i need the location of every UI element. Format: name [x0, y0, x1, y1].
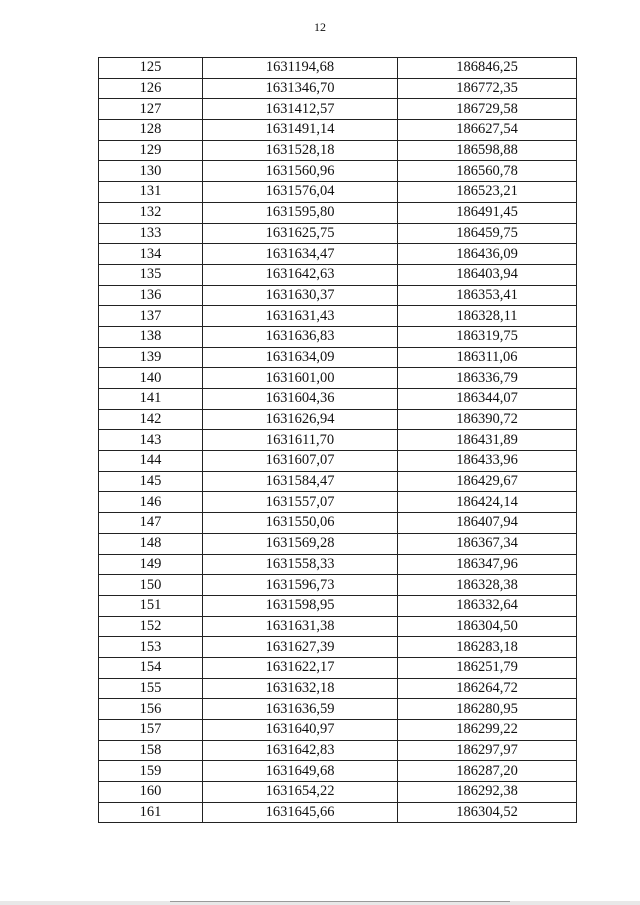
y-coordinate-cell: 186627,54 — [398, 120, 577, 141]
point-number-cell: 156 — [99, 699, 203, 720]
table-row — [99, 223, 577, 244]
x-coordinate-cell: 1631631,43 — [203, 306, 398, 327]
table-row — [99, 802, 577, 823]
x-coordinate-cell: 1631584,47 — [203, 471, 398, 492]
point-number-cell: 129 — [99, 140, 203, 161]
y-coordinate-cell: 186297,97 — [398, 740, 577, 761]
point-number-cell: 150 — [99, 575, 203, 596]
table-row — [99, 285, 577, 306]
y-coordinate-cell: 186283,18 — [398, 637, 577, 658]
y-coordinate-cell: 186459,75 — [398, 223, 577, 244]
point-number-cell: 138 — [99, 326, 203, 347]
y-coordinate-cell: 186560,78 — [398, 161, 577, 182]
point-number-cell: 132 — [99, 202, 203, 223]
x-coordinate-cell: 1631642,63 — [203, 264, 398, 285]
point-number-cell: 155 — [99, 678, 203, 699]
y-coordinate-cell: 186729,58 — [398, 99, 577, 120]
point-number-cell: 160 — [99, 782, 203, 803]
x-coordinate-cell: 1631595,80 — [203, 202, 398, 223]
point-number-cell: 144 — [99, 451, 203, 472]
x-coordinate-cell: 1631611,70 — [203, 430, 398, 451]
y-coordinate-cell: 186436,09 — [398, 244, 577, 265]
point-number-cell: 135 — [99, 264, 203, 285]
y-coordinate-cell: 186304,50 — [398, 616, 577, 637]
x-coordinate-cell: 1631346,70 — [203, 78, 398, 99]
table-row — [99, 347, 577, 368]
x-coordinate-cell: 1631642,83 — [203, 740, 398, 761]
scan-bottom-edge — [0, 901, 640, 905]
point-number-cell: 157 — [99, 720, 203, 741]
y-coordinate-cell: 186336,79 — [398, 368, 577, 389]
y-coordinate-cell: 186251,79 — [398, 657, 577, 678]
point-number-cell: 154 — [99, 657, 203, 678]
point-number-cell: 139 — [99, 347, 203, 368]
y-coordinate-cell: 186328,38 — [398, 575, 577, 596]
point-number-cell: 142 — [99, 409, 203, 430]
x-coordinate-cell: 1631649,68 — [203, 761, 398, 782]
x-coordinate-cell: 1631491,14 — [203, 120, 398, 141]
point-number-cell: 153 — [99, 637, 203, 658]
table-row — [99, 678, 577, 699]
table-row — [99, 326, 577, 347]
y-coordinate-cell: 186311,06 — [398, 347, 577, 368]
x-coordinate-cell: 1631604,36 — [203, 389, 398, 410]
x-coordinate-cell: 1631631,38 — [203, 616, 398, 637]
point-number-cell: 137 — [99, 306, 203, 327]
y-coordinate-cell: 186264,72 — [398, 678, 577, 699]
table-row — [99, 306, 577, 327]
x-coordinate-cell: 1631654,22 — [203, 782, 398, 803]
coordinates-table-body — [99, 58, 577, 823]
x-coordinate-cell: 1631569,28 — [203, 533, 398, 554]
point-number-cell: 145 — [99, 471, 203, 492]
table-row — [99, 554, 577, 575]
point-number-cell: 136 — [99, 285, 203, 306]
y-coordinate-cell: 186353,41 — [398, 285, 577, 306]
point-number-cell: 128 — [99, 120, 203, 141]
table-row — [99, 782, 577, 803]
point-number-cell: 140 — [99, 368, 203, 389]
table-row — [99, 78, 577, 99]
point-number-cell: 131 — [99, 182, 203, 203]
table-row — [99, 471, 577, 492]
table-row — [99, 389, 577, 410]
y-coordinate-cell: 186429,67 — [398, 471, 577, 492]
table-row — [99, 575, 577, 596]
point-number-cell: 149 — [99, 554, 203, 575]
x-coordinate-cell: 1631627,39 — [203, 637, 398, 658]
point-number-cell: 148 — [99, 533, 203, 554]
point-number-cell: 141 — [99, 389, 203, 410]
x-coordinate-cell: 1631560,96 — [203, 161, 398, 182]
x-coordinate-cell: 1631528,18 — [203, 140, 398, 161]
point-number-cell: 130 — [99, 161, 203, 182]
point-number-cell: 152 — [99, 616, 203, 637]
x-coordinate-cell: 1631194,68 — [203, 58, 398, 79]
x-coordinate-cell: 1631598,95 — [203, 595, 398, 616]
point-number-cell: 133 — [99, 223, 203, 244]
y-coordinate-cell: 186772,35 — [398, 78, 577, 99]
point-number-cell: 151 — [99, 595, 203, 616]
table-row — [99, 430, 577, 451]
x-coordinate-cell: 1631558,33 — [203, 554, 398, 575]
x-coordinate-cell: 1631412,57 — [203, 99, 398, 120]
table-row — [99, 368, 577, 389]
x-coordinate-cell: 1631550,06 — [203, 513, 398, 534]
point-number-cell: 159 — [99, 761, 203, 782]
table-row — [99, 264, 577, 285]
point-number-cell: 126 — [99, 78, 203, 99]
y-coordinate-cell: 186523,21 — [398, 182, 577, 203]
table-row — [99, 451, 577, 472]
y-coordinate-cell: 186287,20 — [398, 761, 577, 782]
page-number: 12 — [314, 20, 326, 34]
x-coordinate-cell: 1631576,04 — [203, 182, 398, 203]
x-coordinate-cell: 1631626,94 — [203, 409, 398, 430]
y-coordinate-cell: 186431,89 — [398, 430, 577, 451]
table-row — [99, 99, 577, 120]
y-coordinate-cell: 186292,38 — [398, 782, 577, 803]
table-row — [99, 58, 577, 79]
y-coordinate-cell: 186390,72 — [398, 409, 577, 430]
x-coordinate-cell: 1631622,17 — [203, 657, 398, 678]
point-number-cell: 147 — [99, 513, 203, 534]
y-coordinate-cell: 186367,34 — [398, 533, 577, 554]
x-coordinate-cell: 1631640,97 — [203, 720, 398, 741]
table-row — [99, 720, 577, 741]
y-coordinate-cell: 186403,94 — [398, 264, 577, 285]
table-row — [99, 657, 577, 678]
table-row — [99, 182, 577, 203]
x-coordinate-cell: 1631634,09 — [203, 347, 398, 368]
point-number-cell: 158 — [99, 740, 203, 761]
table-row — [99, 202, 577, 223]
x-coordinate-cell: 1631601,00 — [203, 368, 398, 389]
y-coordinate-cell: 186280,95 — [398, 699, 577, 720]
y-coordinate-cell: 186424,14 — [398, 492, 577, 513]
x-coordinate-cell: 1631645,66 — [203, 802, 398, 823]
point-number-cell: 146 — [99, 492, 203, 513]
table-row — [99, 120, 577, 141]
point-number-cell: 143 — [99, 430, 203, 451]
y-coordinate-cell: 186299,22 — [398, 720, 577, 741]
x-coordinate-cell: 1631630,37 — [203, 285, 398, 306]
y-coordinate-cell: 186407,94 — [398, 513, 577, 534]
point-number-cell: 125 — [99, 58, 203, 79]
y-coordinate-cell: 186598,88 — [398, 140, 577, 161]
y-coordinate-cell: 186433,96 — [398, 451, 577, 472]
y-coordinate-cell: 186347,96 — [398, 554, 577, 575]
table-row — [99, 761, 577, 782]
y-coordinate-cell: 186344,07 — [398, 389, 577, 410]
table-row — [99, 533, 577, 554]
y-coordinate-cell: 186846,25 — [398, 58, 577, 79]
x-coordinate-cell: 1631632,18 — [203, 678, 398, 699]
table-row — [99, 616, 577, 637]
x-coordinate-cell: 1631607,07 — [203, 451, 398, 472]
x-coordinate-cell: 1631625,75 — [203, 223, 398, 244]
point-number-cell: 161 — [99, 802, 203, 823]
y-coordinate-cell: 186319,75 — [398, 326, 577, 347]
table-row — [99, 244, 577, 265]
y-coordinate-cell: 186304,52 — [398, 802, 577, 823]
x-coordinate-cell: 1631596,73 — [203, 575, 398, 596]
point-number-cell: 134 — [99, 244, 203, 265]
coordinates-table — [98, 57, 577, 823]
table-row — [99, 140, 577, 161]
table-row — [99, 513, 577, 534]
point-number-cell: 127 — [99, 99, 203, 120]
y-coordinate-cell: 186328,11 — [398, 306, 577, 327]
table-row — [99, 699, 577, 720]
table-row — [99, 637, 577, 658]
x-coordinate-cell: 1631636,59 — [203, 699, 398, 720]
table-row — [99, 740, 577, 761]
table-row — [99, 409, 577, 430]
table-row — [99, 161, 577, 182]
x-coordinate-cell: 1631634,47 — [203, 244, 398, 265]
table-row — [99, 595, 577, 616]
y-coordinate-cell: 186332,64 — [398, 595, 577, 616]
table-row — [99, 492, 577, 513]
x-coordinate-cell: 1631636,83 — [203, 326, 398, 347]
y-coordinate-cell: 186491,45 — [398, 202, 577, 223]
x-coordinate-cell: 1631557,07 — [203, 492, 398, 513]
